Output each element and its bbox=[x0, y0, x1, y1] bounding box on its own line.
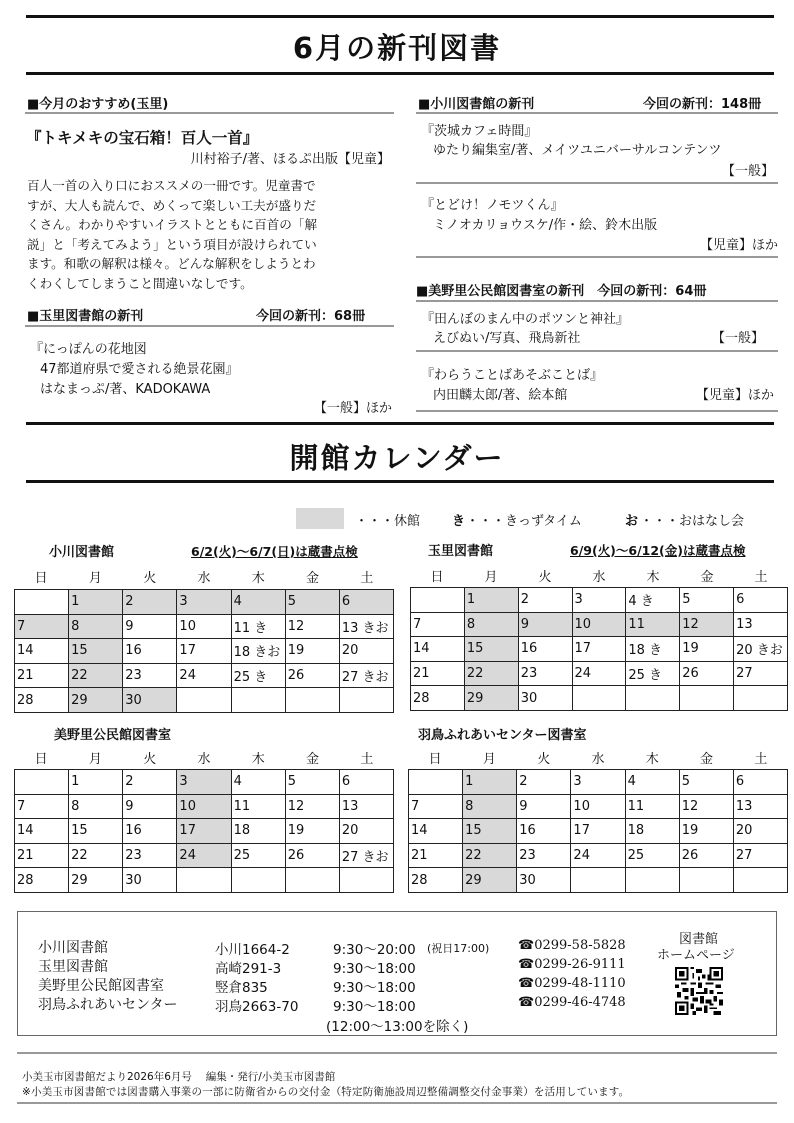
calendar-day-cell: 5 bbox=[285, 770, 339, 795]
calendar-day-cell: 15 bbox=[464, 637, 518, 662]
calendar-day-cell: 30 bbox=[517, 868, 571, 893]
legend-closed-label: ・・・休館 bbox=[355, 514, 421, 529]
calendar-day-cell: 19 bbox=[285, 639, 339, 664]
calendar-day-cell: 12 bbox=[679, 794, 733, 819]
calendar-day-cell: 26 bbox=[285, 843, 339, 868]
recommend-description bbox=[27, 176, 397, 293]
calendar-day-cell: 25 bbox=[625, 843, 679, 868]
calendar-day-cell: 24 bbox=[177, 843, 231, 868]
calendar-day-cell bbox=[411, 588, 465, 613]
calendar-day-cell: 3 bbox=[571, 770, 625, 795]
calendar-week-row bbox=[409, 770, 788, 795]
calendar-day-cell: 7 bbox=[409, 794, 463, 819]
calendar-week-row bbox=[15, 639, 394, 664]
calendar-day-cell: 16 bbox=[123, 819, 177, 844]
calendar-day-cell: 16 bbox=[123, 639, 177, 664]
calendar-week-row bbox=[409, 819, 788, 844]
calendar-week-row bbox=[409, 868, 788, 893]
ogawa-book-title: 『茨城カフェ時間』 bbox=[421, 124, 538, 139]
calendar-note: 6/9(火)～6/12(金)は蔵書点検 bbox=[570, 543, 746, 558]
calendar-day-cell bbox=[626, 686, 680, 711]
recommend-heading: ■今月のおすすめ(玉里) bbox=[27, 97, 169, 112]
calendar-week-row bbox=[15, 770, 394, 795]
calendar-day-cell: 3 bbox=[177, 590, 231, 615]
calendar-day-cell bbox=[285, 868, 339, 893]
weekday-label: 金 bbox=[700, 752, 714, 767]
calendar-day-cell: 11 bbox=[625, 794, 679, 819]
calendar-day-cell: 18 bbox=[625, 819, 679, 844]
calendar-day-cell bbox=[285, 688, 339, 713]
weekday-label: 日 bbox=[430, 570, 444, 585]
calendar-day-cell: 4 bbox=[231, 590, 285, 615]
calendar-day-cell: 4 き bbox=[626, 588, 680, 613]
weekday-label: 水 bbox=[592, 570, 606, 585]
calendar-day-cell: 10 bbox=[572, 612, 626, 637]
weekday-label: 木 bbox=[646, 570, 660, 585]
tamari-book-tag: 【一般】ほか bbox=[313, 401, 392, 416]
calendar-day-cell: 1 bbox=[69, 590, 123, 615]
calendar-day-cell: 24 bbox=[571, 843, 625, 868]
homepage-label: 図書館 bbox=[679, 932, 719, 947]
calendar-day-cell bbox=[177, 868, 231, 893]
recommend-book-title: 『トキメキの宝石箱！百人一首』 bbox=[26, 129, 259, 147]
library-hours: 9:30～20:00 bbox=[333, 942, 416, 958]
calendar-day-cell: 9 bbox=[123, 614, 177, 639]
minori-book-title: 『わらうことばあそぶことば』 bbox=[421, 368, 604, 383]
calendar-day-cell: 6 bbox=[339, 770, 393, 795]
calendar-day-cell: 13 きお bbox=[339, 614, 393, 639]
ogawa-divider-3 bbox=[416, 256, 778, 258]
weekday-header bbox=[410, 566, 788, 585]
calendar-day-cell: 24 bbox=[177, 663, 231, 688]
calendar-day-cell: 28 bbox=[15, 688, 69, 713]
calendar-week-row bbox=[411, 637, 788, 662]
calendar-day-cell: 21 bbox=[15, 663, 69, 688]
recommend-divider bbox=[25, 112, 394, 114]
lunch-break-note: (12:00～13:00を除く) bbox=[326, 1019, 469, 1035]
calendar-day-cell: 30 bbox=[518, 686, 572, 711]
minori-book-tag: 【児童】ほか bbox=[695, 388, 774, 403]
homepage-label: ホームページ bbox=[657, 948, 735, 963]
calendar-day-cell: 26 bbox=[285, 663, 339, 688]
description-line: ます。和歌の解釈は様々。どんな解釈をしようとわ bbox=[27, 256, 316, 271]
calendar-title-underline bbox=[26, 480, 774, 483]
calendar-day-cell bbox=[15, 770, 69, 795]
calendar-day-cell: 28 bbox=[409, 868, 463, 893]
calendar-day-cell: 8 bbox=[69, 794, 123, 819]
calendar-day-cell: 11 bbox=[626, 612, 680, 637]
weekday-label: 日 bbox=[34, 752, 48, 767]
minori-book-tag: 【一般】 bbox=[711, 331, 764, 346]
calendar-week-row bbox=[411, 661, 788, 686]
weekday-label: 月 bbox=[484, 570, 498, 585]
weekday-label: 金 bbox=[306, 571, 320, 586]
calendar-day-cell: 15 bbox=[463, 819, 517, 844]
calendar-day-cell: 16 bbox=[518, 637, 572, 662]
ogawa-new-count: 今回の新刊：148冊 bbox=[643, 97, 762, 112]
calendar-day-cell: 2 bbox=[517, 770, 571, 795]
calendar-day-cell: 11 き bbox=[231, 614, 285, 639]
calendar-day-cell: 20 bbox=[339, 819, 393, 844]
weekday-label: 火 bbox=[143, 752, 157, 767]
calendar-day-cell: 15 bbox=[69, 639, 123, 664]
calendar-day-cell bbox=[339, 688, 393, 713]
library-phone[interactable]: ☎0299-26-9111 bbox=[518, 957, 626, 972]
calendar-day-cell: 6 bbox=[734, 588, 788, 613]
calendar-day-cell: 12 bbox=[285, 794, 339, 819]
calendar-week-row bbox=[15, 614, 394, 639]
calendar-day-cell: 23 bbox=[517, 843, 571, 868]
minori-new-heading: ■美野里公民館図書室の新刊 今回の新刊：64冊 bbox=[416, 284, 707, 299]
calendar-day-cell: 24 bbox=[572, 661, 626, 686]
calendar-day-cell bbox=[734, 686, 788, 711]
subsidy-note: ※小美玉市図書館では図書購入事業の一部に防衛省からの交付金（特定防衛施設周辺整備調整交付金事業）を活用しています。 bbox=[22, 1086, 630, 1098]
calendar-name: 美野里公民館図書室 bbox=[54, 728, 172, 743]
calendar-day-cell: 18 bbox=[231, 819, 285, 844]
calendar-day-cell bbox=[679, 868, 733, 893]
calendar-table bbox=[14, 589, 394, 713]
calendar-day-cell: 19 bbox=[680, 637, 734, 662]
legend-closed-swatch bbox=[296, 508, 344, 529]
calendar-day-cell bbox=[572, 686, 626, 711]
calendar-day-cell bbox=[680, 686, 734, 711]
calendar-week-row bbox=[409, 843, 788, 868]
tamari-book-line: 『にっぽんの花地図 bbox=[30, 342, 147, 357]
calendar-day-cell: 7 bbox=[15, 614, 69, 639]
library-name: 美野里公民館図書室 bbox=[38, 978, 164, 994]
description-line: すが、大人も読んで、めくって楽しい工夫が盛りだ bbox=[27, 197, 317, 213]
calendar-day-cell: 5 bbox=[285, 590, 339, 615]
description-line: くさん。わかりやすいイラストとともに百首の「解 bbox=[27, 217, 318, 232]
weekday-label: 月 bbox=[482, 752, 496, 767]
calendar-day-cell: 14 bbox=[15, 819, 69, 844]
qr-code-icon[interactable] bbox=[675, 967, 723, 1015]
calendar-day-cell: 28 bbox=[15, 868, 69, 893]
calendar-day-cell: 3 bbox=[177, 770, 231, 795]
calendar-day-cell: 17 bbox=[572, 637, 626, 662]
calendar-day-cell: 22 bbox=[464, 661, 518, 686]
calendar-day-cell: 17 bbox=[177, 639, 231, 664]
calendar-day-cell: 8 bbox=[69, 614, 123, 639]
weekday-label: 日 bbox=[34, 571, 48, 586]
calendar-day-cell bbox=[231, 688, 285, 713]
calendar-week-row bbox=[15, 663, 394, 688]
calendar-day-cell: 8 bbox=[464, 612, 518, 637]
description-line: くわくしてしまうこと間違いなしです。 bbox=[27, 275, 253, 291]
legend-kizzu-label: ・・・きっずタイム bbox=[466, 514, 582, 529]
calendar-day-cell: 4 bbox=[231, 770, 285, 795]
calendar-note: 6/2(火)～6/7(日)は蔵書点検 bbox=[191, 544, 358, 559]
calendar-day-cell bbox=[231, 868, 285, 893]
calendar-day-cell: 14 bbox=[411, 637, 465, 662]
calendar-table bbox=[408, 769, 788, 893]
calendar-day-cell: 9 bbox=[517, 794, 571, 819]
weekday-label: 土 bbox=[360, 752, 374, 767]
library-address: 小川1664-2 bbox=[215, 942, 290, 958]
calendar-day-cell: 25 き bbox=[231, 663, 285, 688]
calendar-day-cell: 23 bbox=[518, 661, 572, 686]
calendar-day-cell: 30 bbox=[123, 868, 177, 893]
footer-bottom-rule bbox=[17, 1102, 777, 1104]
minori-divider-2 bbox=[416, 350, 778, 352]
calendar-day-cell: 20 bbox=[339, 639, 393, 664]
description-line: 説」と「考えてみよう」という項目が設けられてい bbox=[27, 236, 317, 252]
weekday-label: 金 bbox=[700, 570, 714, 585]
calendar-day-cell: 18 き bbox=[626, 637, 680, 662]
calendar-day-cell: 22 bbox=[69, 663, 123, 688]
calendar-day-cell: 4 bbox=[625, 770, 679, 795]
calendar-day-cell: 30 bbox=[123, 688, 177, 713]
tamari-book-author: はなまっぷ/著、KADOKAWA bbox=[40, 382, 211, 397]
calendar-day-cell: 14 bbox=[15, 639, 69, 664]
calendar-day-cell: 18 きお bbox=[231, 639, 285, 664]
calendar-day-cell: 12 bbox=[285, 614, 339, 639]
weekday-label: 水 bbox=[591, 752, 605, 767]
calendar-day-cell: 27 bbox=[734, 661, 788, 686]
weekday-label: 木 bbox=[645, 752, 659, 767]
calendar-day-cell: 21 bbox=[411, 661, 465, 686]
calendar-day-cell: 25 き bbox=[626, 661, 680, 686]
calendar-title: 開館カレンダー bbox=[289, 441, 505, 475]
calendar-table bbox=[410, 587, 788, 711]
calendar-day-cell: 1 bbox=[69, 770, 123, 795]
calendar-day-cell: 23 bbox=[123, 843, 177, 868]
calendar-day-cell: 11 bbox=[231, 794, 285, 819]
calendar-day-cell: 10 bbox=[177, 614, 231, 639]
weekday-label: 木 bbox=[251, 752, 265, 767]
calendar-day-cell: 17 bbox=[177, 819, 231, 844]
calendar-day-cell: 1 bbox=[463, 770, 517, 795]
newsletter-issue: 小美玉市図書館だより2026年6月号 編集・発行/小美玉市図書館 bbox=[22, 1071, 336, 1083]
calendar-day-cell: 9 bbox=[123, 794, 177, 819]
calendar-week-row bbox=[15, 819, 394, 844]
calendar-day-cell: 1 bbox=[464, 588, 518, 613]
top-rule bbox=[26, 15, 774, 18]
calendar-name: 小川図書館 bbox=[49, 545, 115, 560]
library-address: 竪倉835 bbox=[215, 980, 268, 996]
ogawa-book-tag: 【児童】ほか bbox=[699, 238, 778, 253]
weekday-label: 火 bbox=[143, 571, 157, 586]
weekday-label: 木 bbox=[251, 571, 265, 586]
library-name: 玉里図書館 bbox=[38, 959, 108, 975]
ogawa-divider-2 bbox=[416, 182, 778, 184]
calendar-day-cell: 27 きお bbox=[339, 663, 393, 688]
title-underline bbox=[26, 72, 774, 75]
calendar-day-cell bbox=[571, 868, 625, 893]
page-title: 6月の新刊図書 bbox=[292, 31, 502, 65]
tamari-book-line: 47都道府県で愛される絶景花園』 bbox=[40, 362, 239, 377]
calendar-week-row bbox=[15, 590, 394, 615]
minori-divider bbox=[416, 300, 778, 302]
library-hours-note: (祝日17:00) bbox=[427, 942, 490, 955]
calendar-day-cell: 22 bbox=[463, 843, 517, 868]
calendar-day-cell: 28 bbox=[411, 686, 465, 711]
calendar-day-cell: 9 bbox=[518, 612, 572, 637]
calendar-week-row bbox=[411, 612, 788, 637]
weekday-header bbox=[408, 748, 788, 767]
calendar-day-cell: 16 bbox=[517, 819, 571, 844]
calendar-day-cell: 2 bbox=[123, 590, 177, 615]
calendar-week-row bbox=[15, 688, 394, 713]
calendar-day-cell: 6 bbox=[733, 770, 787, 795]
footer-top-rule bbox=[17, 1052, 777, 1054]
calendar-day-cell: 10 bbox=[571, 794, 625, 819]
calendar-day-cell: 26 bbox=[679, 843, 733, 868]
calendar-day-cell: 27 きお bbox=[339, 843, 393, 868]
library-hours: 9:30～18:00 bbox=[333, 980, 416, 996]
calendar-day-cell: 14 bbox=[409, 819, 463, 844]
calendar-day-cell bbox=[625, 868, 679, 893]
calendar-day-cell: 21 bbox=[409, 843, 463, 868]
library-hours: 9:30～18:00 bbox=[333, 999, 416, 1015]
tamari-divider bbox=[25, 325, 394, 327]
weekday-label: 水 bbox=[197, 571, 211, 586]
minori-book-author: えびぬい/写真、飛鳥新社 bbox=[433, 331, 581, 346]
calendar-day-cell bbox=[409, 770, 463, 795]
legend-ohanashi-mark: お bbox=[625, 514, 639, 529]
ogawa-book-author: ミノオカリョウスケ/作・絵、鈴木出版 bbox=[433, 218, 658, 233]
weekday-label: 水 bbox=[197, 752, 211, 767]
calendar-day-cell: 25 bbox=[231, 843, 285, 868]
calendar-day-cell: 13 bbox=[734, 612, 788, 637]
calendar-day-cell: 19 bbox=[679, 819, 733, 844]
calendar-day-cell: 2 bbox=[518, 588, 572, 613]
calendar-day-cell: 17 bbox=[571, 819, 625, 844]
calendar-day-cell bbox=[733, 868, 787, 893]
weekday-label: 土 bbox=[754, 570, 768, 585]
calendar-day-cell bbox=[15, 590, 69, 615]
library-address: 高崎291-3 bbox=[215, 961, 282, 977]
calendar-day-cell: 22 bbox=[69, 843, 123, 868]
library-name: 小川図書館 bbox=[38, 940, 108, 956]
weekday-header bbox=[14, 748, 394, 767]
library-phone[interactable]: ☎0299-48-1110 bbox=[518, 976, 626, 991]
weekday-header bbox=[14, 567, 394, 586]
calendar-name: 玉里図書館 bbox=[428, 544, 494, 559]
minori-book-title: 『田んぼのまん中のポツンと神社』 bbox=[421, 312, 630, 327]
calendar-day-cell: 5 bbox=[680, 588, 734, 613]
calendar-week-row bbox=[15, 843, 394, 868]
calendar-week-row bbox=[409, 794, 788, 819]
calendar-day-cell: 5 bbox=[679, 770, 733, 795]
legend-ohanashi-label: ・・・おはなし会 bbox=[640, 514, 745, 529]
library-phone[interactable]: ☎0299-46-4748 bbox=[518, 995, 626, 1010]
minori-divider-3 bbox=[416, 410, 778, 412]
weekday-label: 日 bbox=[428, 752, 442, 767]
calendar-day-cell: 7 bbox=[411, 612, 465, 637]
library-phone[interactable]: ☎0299-58-5828 bbox=[518, 938, 626, 953]
calendar-week-row bbox=[411, 588, 788, 613]
weekday-label: 月 bbox=[88, 752, 102, 767]
calendar-table bbox=[14, 769, 394, 893]
calendar-day-cell: 20 きお bbox=[734, 637, 788, 662]
library-hours: 9:30～18:00 bbox=[333, 961, 416, 977]
ogawa-book-title: 『とどけ！ノモツくん』 bbox=[421, 198, 564, 213]
recommend-author: 川村裕子/著、ほるぷ出版【児童】 bbox=[190, 152, 390, 167]
calendar-day-cell bbox=[177, 688, 231, 713]
calendar-day-cell: 29 bbox=[69, 868, 123, 893]
weekday-label: 火 bbox=[537, 752, 551, 767]
minori-book-author: 内田麟太郎/著、絵本館 bbox=[433, 388, 568, 403]
calendar-day-cell: 13 bbox=[733, 794, 787, 819]
calendar-day-cell: 19 bbox=[285, 819, 339, 844]
ogawa-book-tag: 【一般】 bbox=[721, 164, 774, 179]
calendar-day-cell: 10 bbox=[177, 794, 231, 819]
calendar-week-row bbox=[411, 686, 788, 711]
calendar-day-cell: 27 bbox=[733, 843, 787, 868]
calendar-day-cell: 12 bbox=[680, 612, 734, 637]
calendar-week-row bbox=[15, 794, 394, 819]
calendar-day-cell: 20 bbox=[733, 819, 787, 844]
weekday-label: 月 bbox=[88, 571, 102, 586]
ogawa-new-heading: ■小川図書館の新刊 bbox=[418, 97, 535, 112]
calendar-day-cell: 7 bbox=[15, 794, 69, 819]
weekday-label: 土 bbox=[754, 752, 768, 767]
library-name: 羽鳥ふれあいセンター bbox=[38, 997, 178, 1013]
calendar-day-cell: 23 bbox=[123, 663, 177, 688]
weekday-label: 土 bbox=[360, 571, 374, 586]
calendar-day-cell: 3 bbox=[572, 588, 626, 613]
calendar-name: 羽鳥ふれあいセンター図書室 bbox=[418, 728, 587, 743]
calendar-day-cell: 21 bbox=[15, 843, 69, 868]
library-address: 羽鳥2663-70 bbox=[215, 999, 299, 1015]
calendar-top-rule bbox=[26, 422, 774, 425]
calendar-day-cell: 13 bbox=[339, 794, 393, 819]
weekday-label: 金 bbox=[306, 752, 320, 767]
calendar-day-cell: 8 bbox=[463, 794, 517, 819]
calendar-day-cell: 2 bbox=[123, 770, 177, 795]
description-line: 百人一首の入り口におススメの一冊です。児童書で bbox=[27, 178, 316, 193]
calendar-day-cell: 6 bbox=[339, 590, 393, 615]
calendar-day-cell: 26 bbox=[680, 661, 734, 686]
weekday-label: 火 bbox=[538, 570, 552, 585]
ogawa-divider bbox=[416, 112, 778, 114]
ogawa-book-author: ゆたり編集室/著、メイツユニバーサルコンテンツ bbox=[433, 143, 722, 158]
calendar-day-cell bbox=[339, 868, 393, 893]
calendar-day-cell: 29 bbox=[69, 688, 123, 713]
calendar-day-cell: 29 bbox=[463, 868, 517, 893]
tamari-new-count: 今回の新刊：68冊 bbox=[256, 309, 366, 324]
calendar-day-cell: 15 bbox=[69, 819, 123, 844]
calendar-week-row bbox=[15, 868, 394, 893]
calendar-day-cell: 29 bbox=[464, 686, 518, 711]
legend-kizzu-mark: き bbox=[452, 514, 466, 529]
tamari-new-heading: ■玉里図書館の新刊 bbox=[27, 309, 144, 324]
